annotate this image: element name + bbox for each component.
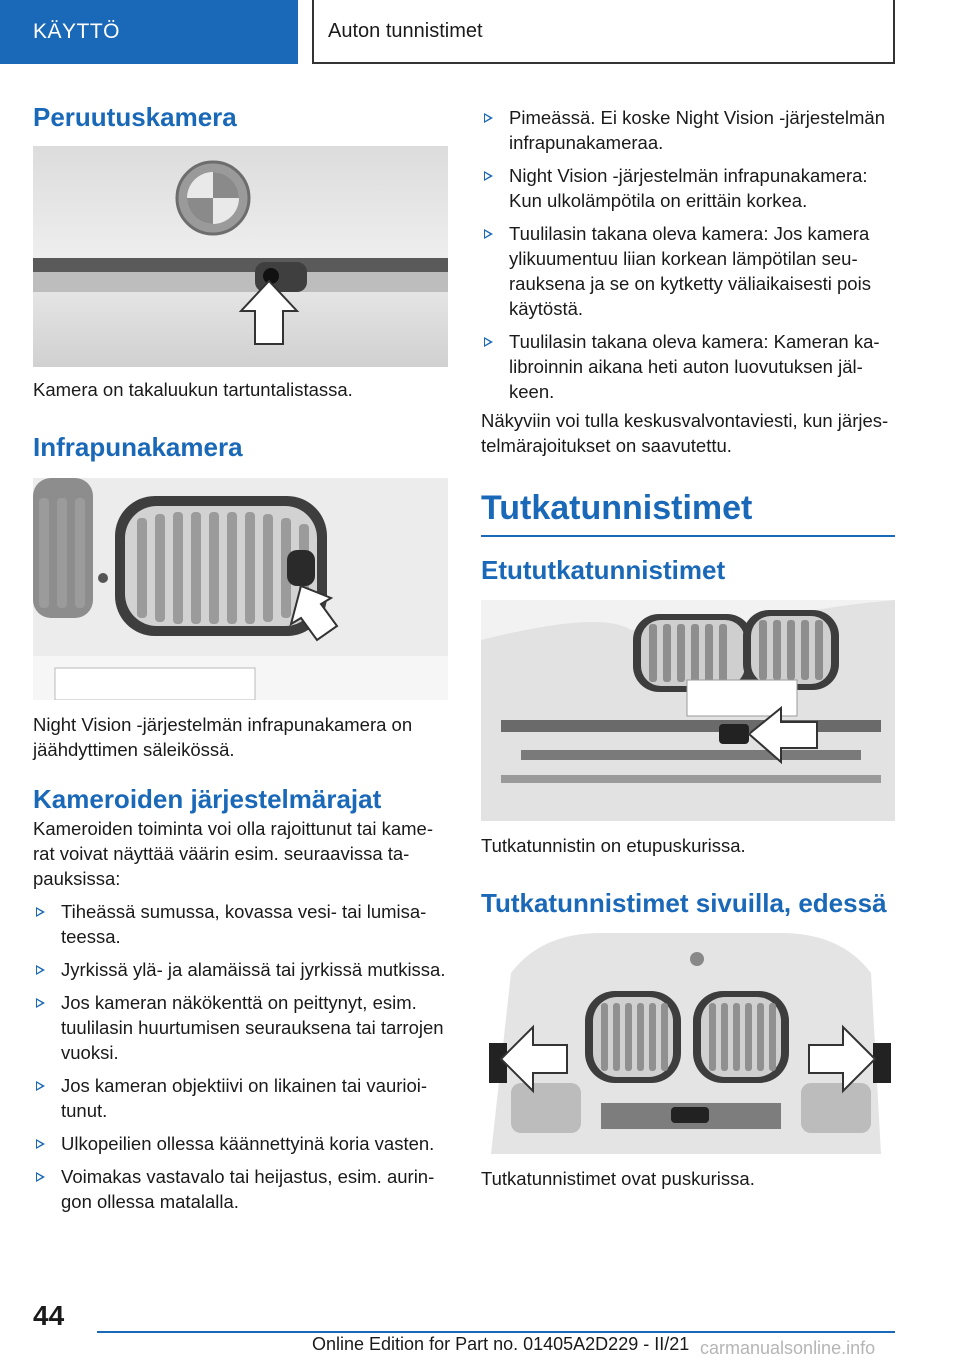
watermark: carmanualsonline.info [700, 1338, 876, 1358]
heading-radar-sensors: Tutkatunnistimet [481, 488, 895, 537]
side-radar-figure [481, 933, 895, 1154]
heading-rear-camera: Peruutuskamera [33, 102, 237, 132]
chapter-tab-label: KÄYTTÖ [33, 20, 121, 43]
ir-camera-figure [33, 478, 448, 700]
intro-camera-limits: Kameroiden toiminta voi olla rajoittunut tai kamerat voivat näyttää väärin esim. seuraavissa tapauksissa: [33, 817, 434, 889]
bullet-triangle-icon [36, 907, 45, 917]
page-header-title [312, 0, 895, 64]
page-number: 44 [33, 1300, 65, 1331]
chapter-tab [0, 0, 298, 64]
bullet-triangle-icon [36, 998, 45, 1008]
caption-front-radar: Tutkatunnistin on etupuskurissa. [481, 834, 746, 856]
rear-camera-figure [33, 146, 448, 367]
camera-limits-list-right [481, 105, 895, 404]
bullet-triangle-icon [484, 229, 493, 239]
bullet-triangle-icon [484, 171, 493, 181]
bullet-triangle-icon [484, 113, 493, 123]
page-header-title-text: Auton tunnistimet [328, 19, 483, 42]
bullet-triangle-icon [36, 1081, 45, 1091]
heading-ir-camera: Infrapunakamera [33, 432, 243, 463]
caption-rear-camera: Kamera on takaluukun tartuntalistassa. [33, 379, 353, 401]
system-limits-note: Näkyviin voi tulla keskusvalvontaviesti, kun järjestelmärajoitukset on saavutettu. [481, 410, 889, 456]
bullet-triangle-icon [36, 965, 45, 975]
caption-ir-camera: Night Vision -järjestelmän infrapunakamera on jäähdyttimen säleikössä. [33, 714, 413, 761]
list-item: Voimakas vastavalo tai heijastus, esim. auringon ollessa matalalla. [33, 1164, 448, 1214]
footer-divider [97, 1331, 895, 1333]
heading-front-radar: Etututkatunnistimet [481, 554, 726, 585]
front-radar-figure [481, 600, 895, 821]
list-item: Jos kameran objektiivi on likainen tai vaurioitunut. [33, 1073, 448, 1123]
camera-limits-list-left [33, 899, 448, 1214]
bullet-triangle-icon [36, 1139, 45, 1149]
list-item: Pimeässä. Ei koske Night Vision -järjestelmän infrapunakameraa. [481, 105, 895, 155]
list-item: Jyrkissä ylä- ja alamäissä tai jyrkissä mutkissa. [33, 957, 448, 982]
list-item: Tuulilasin takana oleva kamera: Jos kamera ylikuumentuu liian korkean lämpötilan seurauksena ja se on kytketty väliaikaisesti pois käytöstä. [481, 221, 895, 321]
bullet-triangle-icon [36, 1172, 45, 1182]
right-column [481, 105, 895, 1191]
heading-camera-limits: Kameroiden järjestelmärajat [33, 784, 382, 815]
caption-side-radar: Tutkatunnistimet ovat puskurissa. [481, 1168, 755, 1190]
left-column [33, 90, 448, 1222]
heading-side-radar: Tutkatunnistimet sivuilla, edessä [481, 887, 887, 918]
list-item: Tuulilasin takana oleva kamera: Kameran kalibroinnin aikana heti auton luovutuksen jälkeen. [481, 329, 895, 404]
list-item: Night Vision -järjestelmän infrapunakamera: Kun ulkolämpötila on erittäin korkea. [481, 163, 895, 213]
bullet-triangle-icon [484, 337, 493, 347]
list-item: Tiheässä sumussa, kovassa vesi- tai lumisateessa. [33, 899, 448, 949]
list-item: Jos kameran näkökenttä on peittynyt, esim. tuulilasin huurtumisen seurauksena tai tarrojen vuoksi. [33, 990, 448, 1065]
list-item: Ulkopeilien ollessa käännettyinä koria vasten. [33, 1131, 448, 1156]
footer-edition: Online Edition for Part no. 01405A2D229 - II/21 [312, 1334, 690, 1354]
